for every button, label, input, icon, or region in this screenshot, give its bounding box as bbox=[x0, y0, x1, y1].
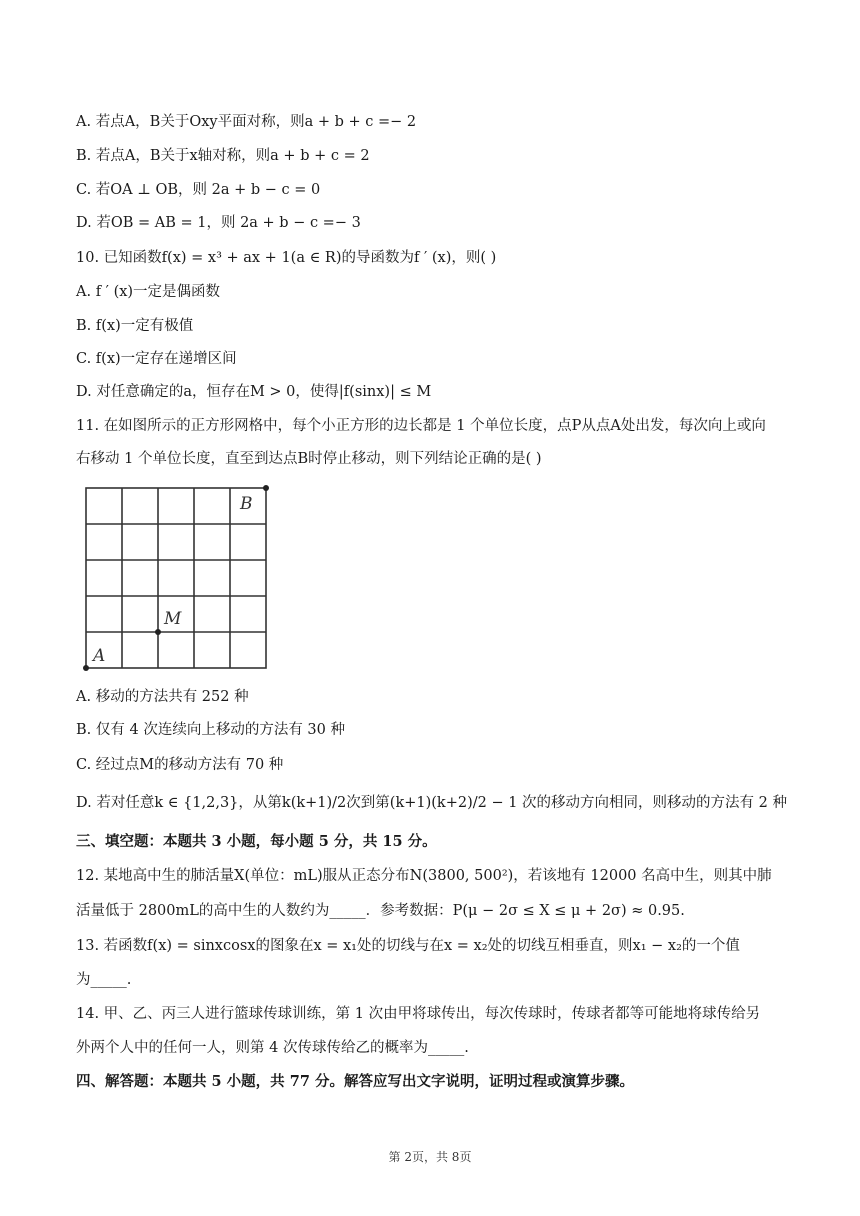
q10-option-c: C. f(x)一定存在递增区间 bbox=[76, 351, 237, 367]
q11-option-d: D. 若对任意k ∈ {1,2,3}，从第k(k+1)/2次到第(k+1)(k+2)/2 − 1 次的移动方向相同，则移动的方法有 2 种 bbox=[76, 795, 787, 811]
q11-stem-line1: 11. 在如图所示的正方形网格中，每个小正方形的边长都是 1 个单位长度，点P从点A处出发，每次向上或向 bbox=[76, 418, 766, 434]
section3-heading: 三、填空题：本题共 3 小题，每小题 5 分，共 15 分。 bbox=[76, 833, 437, 850]
q10-stem: 10. 已知函数f(x) = x³ + ax + 1(a ∈ R)的导函数为f ′ (x)，则( ) bbox=[76, 250, 497, 266]
q11-option-c: C. 经过点M的移动方法有 70 种 bbox=[76, 757, 284, 773]
q10-option-a: A. f ′ (x)一定是偶函数 bbox=[76, 284, 221, 300]
section4-heading: 四、解答题：本题共 5 小题，共 77 分。解答应写出文字说明，证明过程或演算步骤。 bbox=[76, 1073, 634, 1090]
grid-figure bbox=[82, 484, 272, 674]
q11-option-b: B. 仅有 4 次连续向上移动的方法有 30 种 bbox=[76, 722, 345, 738]
q12-line1: 12. 某地高中生的肺活量X(单位：mL)服从正态分布N(3800, 500²)，若该地有 12000 名高中生，则其中肺 bbox=[76, 868, 772, 884]
point-b-dot bbox=[263, 485, 269, 491]
q9-option-c: C. 若OA ⊥ OB，则 2a + b − c = 0 bbox=[76, 182, 321, 198]
q14-line1: 14. 甲、乙、丙三人进行篮球传球训练，第 1 次由甲将球传出，每次传球时，传球者都等可能地将球传给另 bbox=[76, 1006, 761, 1022]
label-a: A bbox=[93, 646, 106, 666]
q10-option-d: D. 对任意确定的a，恒存在M > 0，使得|f(sinx)| ≤ M bbox=[76, 384, 432, 400]
q13-line2: 为_____. bbox=[76, 972, 132, 988]
q11-stem-line2: 右移动 1 个单位长度，直至到达点B时停止移动，则下列结论正确的是( ) bbox=[76, 451, 542, 467]
label-b: B bbox=[240, 494, 253, 514]
q14-line2: 外两个人中的任何一人，则第 4 次传球传给乙的概率为_____. bbox=[76, 1040, 469, 1056]
page-footer: 第 2页，共 8页 bbox=[388, 1150, 472, 1164]
grid-lines bbox=[86, 488, 266, 668]
q9-option-a: A. 若点A，B关于Oxy平面对称，则a + b + c =− 2 bbox=[76, 114, 417, 130]
q13-line1: 13. 若函数f(x) = sinxcosx的图象在x = x₁处的切线与在x = x₂处的切线互相垂直，则x₁ − x₂的一个值 bbox=[76, 938, 740, 954]
q11-option-a: A. 移动的方法共有 252 种 bbox=[76, 689, 249, 705]
q9-option-d: D. 若OB = AB = 1，则 2a + b − c =− 3 bbox=[76, 215, 361, 231]
label-m: M bbox=[164, 609, 182, 629]
q12-line2: 活量低于 2800mL的高中生的人数约为_____．参考数据：P(μ − 2σ ≤ X ≤ μ + 2σ) ≈ 0.95. bbox=[76, 903, 685, 919]
q9-option-b: B. 若点A，B关于x轴对称，则a + b + c = 2 bbox=[76, 148, 370, 164]
point-m-dot bbox=[155, 629, 161, 635]
point-a-dot bbox=[83, 665, 89, 671]
q10-option-b: B. f(x)一定有极值 bbox=[76, 318, 194, 334]
